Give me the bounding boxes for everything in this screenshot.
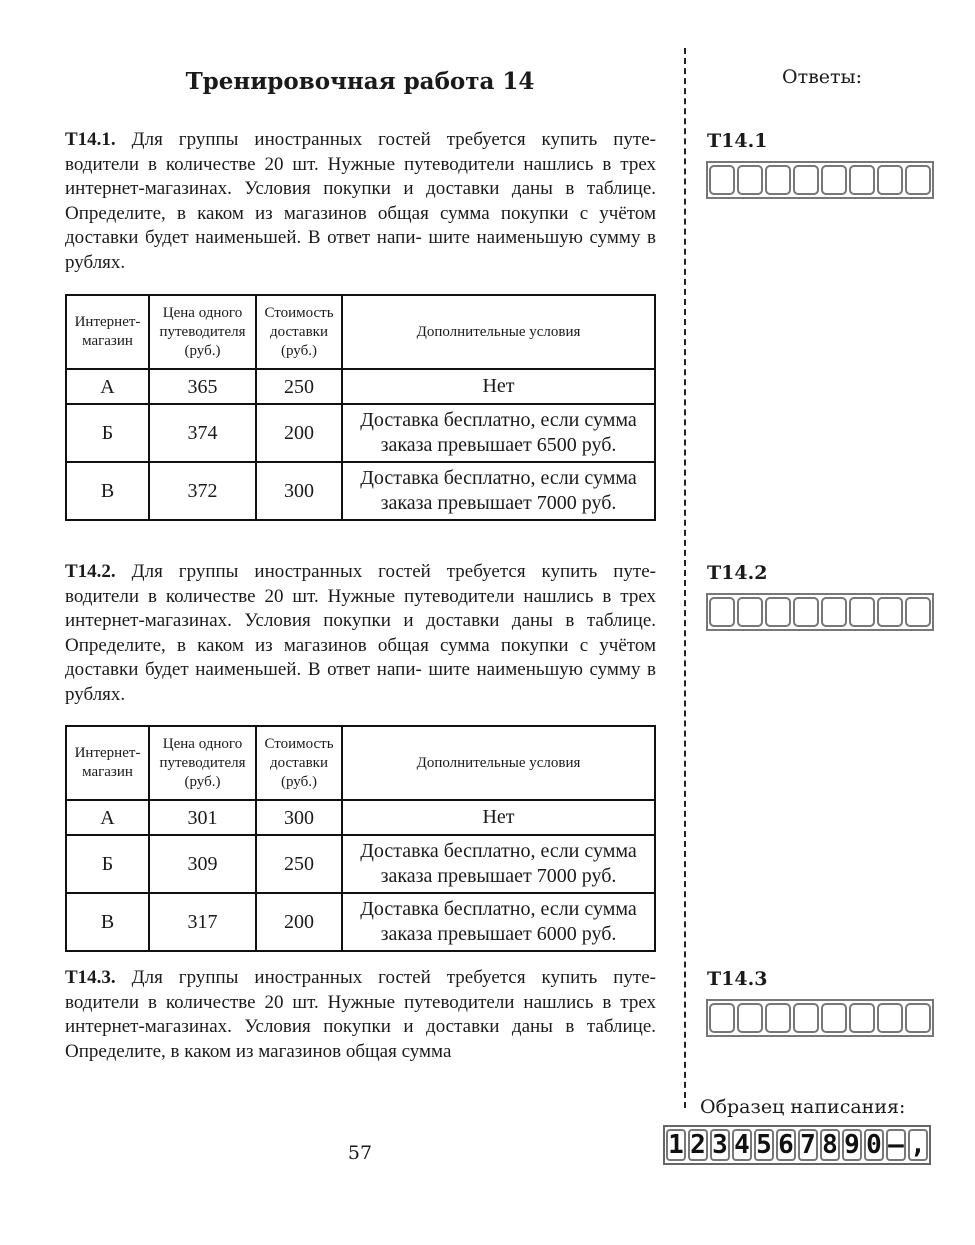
shop-table <box>65 294 656 521</box>
sample-char: – <box>886 1129 906 1161</box>
task-label: T14.1. <box>65 129 116 150</box>
answer-input-14-3[interactable] <box>706 999 934 1037</box>
answer-input-14-1[interactable] <box>706 161 934 199</box>
sample-char: , <box>908 1129 928 1161</box>
header-price: Цена одного путеводителя (руб.) <box>149 726 256 800</box>
header-shop: Интернет-магазин <box>66 295 149 369</box>
page-number: 57 <box>347 1142 373 1164</box>
sample-char: 6 <box>776 1129 796 1161</box>
sample-char: 8 <box>820 1129 840 1161</box>
table-row: А 365 250 Нет <box>66 369 655 404</box>
sample-label: Образец написания: <box>700 1096 906 1118</box>
sample-char: 9 <box>842 1129 862 1161</box>
answers-title: Ответы: <box>782 66 863 88</box>
sample-char: 3 <box>710 1129 730 1161</box>
answer-label: T14.2 <box>707 562 768 584</box>
header-shop: Интернет-магазин <box>66 726 149 800</box>
answer-input-14-2[interactable] <box>706 593 934 631</box>
table-row: А 301 300 Нет <box>66 800 655 835</box>
header-conditions: Дополнительные условия <box>342 295 655 369</box>
page-title: Тренировочная работа 14 <box>185 68 535 95</box>
task-label: T14.2. <box>65 561 116 582</box>
table-row: В 372 300 Доставка бесплатно, если сумма заказа превышает 7000 руб. <box>66 462 655 520</box>
sample-char: 0 <box>864 1129 884 1161</box>
sample-boxes <box>663 1125 931 1165</box>
table-row: Б 374 200 Доставка бесплатно, если сумма заказа превышает 6500 руб. <box>66 404 655 462</box>
header-conditions: Дополнительные условия <box>342 726 655 800</box>
header-delivery: Стоимость доставки (руб.) <box>256 295 342 369</box>
sample-char: 5 <box>754 1129 774 1161</box>
dashed-divider <box>684 48 686 1108</box>
task-text: T14.2. Для группы иностранных гостей требуется купить путе- водители в количестве 20 шт. Нужные путеводители нашлись в трех интернет-магазинах. Условия покупки и доставки даны в таблице. Определите, в каком из магазинов общая сумма покупки с учётом доставки будет наименьшей. В ответ напи- шите наименьшую сумму в рублях. <box>65 561 657 705</box>
sample-char: 2 <box>688 1129 708 1161</box>
task-text: T14.1. Для группы иностранных гостей требуется купить путе- водители в количестве 20 шт. Нужные путеводители нашлись в трех интернет-магазинах. Условия покупки и доставки даны в таблице. Определите, в каком из магазинов общая сумма покупки с учётом доставки будет наименьшей. В ответ напи- шите наименьшую сумму в рублях. <box>65 129 657 273</box>
answer-label: T14.3 <box>707 968 768 990</box>
header-delivery: Стоимость доставки (руб.) <box>256 726 342 800</box>
header-price: Цена одного путеводителя (руб.) <box>149 295 256 369</box>
answer-label: T14.1 <box>707 130 768 152</box>
task-label: T14.3. <box>65 967 116 988</box>
sample-char: 7 <box>798 1129 818 1161</box>
sample-char: 4 <box>732 1129 752 1161</box>
shop-table <box>65 725 656 952</box>
sample-char: 1 <box>666 1129 686 1161</box>
table-row: В 317 200 Доставка бесплатно, если сумма заказа превышает 6000 руб. <box>66 893 655 951</box>
table-row: Б 309 250 Доставка бесплатно, если сумма заказа превышает 7000 руб. <box>66 835 655 893</box>
task-text: T14.3. Для группы иностранных гостей требуется купить путе- водители в количестве 20 шт. Нужные путеводители нашлись в трех интернет-магазинах. Условия покупки и доставки даны в таблице. Определите, в каком из магазинов общая сумма <box>65 967 657 1062</box>
